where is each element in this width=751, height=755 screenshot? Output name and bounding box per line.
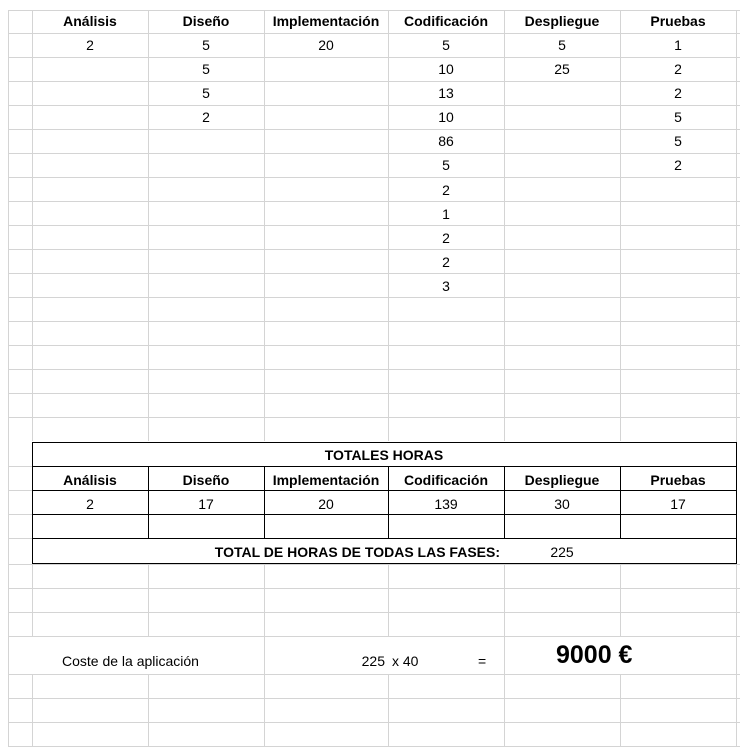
cell[interactable]: 10 xyxy=(438,61,454,77)
cell[interactable]: 5 xyxy=(674,109,682,125)
cell[interactable]: 5 xyxy=(674,133,682,149)
cost-hours[interactable]: 225 xyxy=(361,653,385,669)
cell[interactable]: 5 xyxy=(202,37,210,53)
cell[interactable]: 2 xyxy=(86,37,94,53)
cell[interactable]: 1 xyxy=(442,206,450,222)
cell[interactable]: 25 xyxy=(554,61,570,77)
cell[interactable]: 3 xyxy=(442,278,450,294)
header-analisis: Análisis xyxy=(63,13,117,29)
totals-value-despliegue[interactable]: 30 xyxy=(554,496,570,512)
cell[interactable]: 1 xyxy=(674,37,682,53)
totals-value-diseno[interactable]: 17 xyxy=(198,496,214,512)
cell[interactable]: 13 xyxy=(438,85,454,101)
grand-total-value[interactable]: 225 xyxy=(550,544,574,560)
totals-value-implementacion[interactable]: 20 xyxy=(318,496,334,512)
cell[interactable]: 2 xyxy=(442,230,450,246)
cell[interactable]: 5 xyxy=(558,37,566,53)
cost-total[interactable]: 9000 € xyxy=(556,641,633,669)
cell[interactable]: 20 xyxy=(318,37,334,53)
cell[interactable]: 5 xyxy=(442,37,450,53)
grand-total-label: TOTAL DE HORAS DE TODAS LAS FASES: xyxy=(214,544,500,560)
cell[interactable]: 2 xyxy=(674,85,682,101)
cell[interactable]: 2 xyxy=(442,182,450,198)
totals-header-codificacion: Codificación xyxy=(403,472,489,488)
totals-value-codificacion[interactable]: 139 xyxy=(434,496,458,512)
cell[interactable]: 2 xyxy=(674,61,682,77)
totals-header-despliegue: Despliegue xyxy=(524,472,600,488)
header-implementacion: Implementación xyxy=(272,13,380,29)
cell[interactable]: 86 xyxy=(438,133,454,149)
totals-header-diseno: Diseño xyxy=(182,472,230,488)
cell[interactable]: 10 xyxy=(438,109,454,125)
header-codificacion: Codificación xyxy=(403,13,489,29)
totals-header-implementacion: Implementación xyxy=(272,472,380,488)
header-despliegue: Despliegue xyxy=(524,13,600,29)
totals-header-pruebas: Pruebas xyxy=(650,472,706,488)
totals-header-analisis: Análisis xyxy=(63,472,117,488)
cost-rate[interactable]: x 40 xyxy=(392,653,419,669)
cell[interactable]: 5 xyxy=(202,61,210,77)
header-diseno: Diseño xyxy=(182,13,230,29)
cell[interactable]: 2 xyxy=(202,109,210,125)
cell[interactable]: 2 xyxy=(674,157,682,173)
cell[interactable]: 5 xyxy=(202,85,210,101)
totals-value-analisis[interactable]: 2 xyxy=(86,496,94,512)
totals-value-pruebas[interactable]: 17 xyxy=(670,496,686,512)
cell[interactable]: 2 xyxy=(442,254,450,270)
cost-equals: = xyxy=(478,653,487,669)
cost-label: Coste de la aplicación xyxy=(62,653,199,669)
header-pruebas: Pruebas xyxy=(650,13,706,29)
totals-title: TOTALES HORAS xyxy=(324,447,444,463)
cell[interactable]: 5 xyxy=(442,157,450,173)
